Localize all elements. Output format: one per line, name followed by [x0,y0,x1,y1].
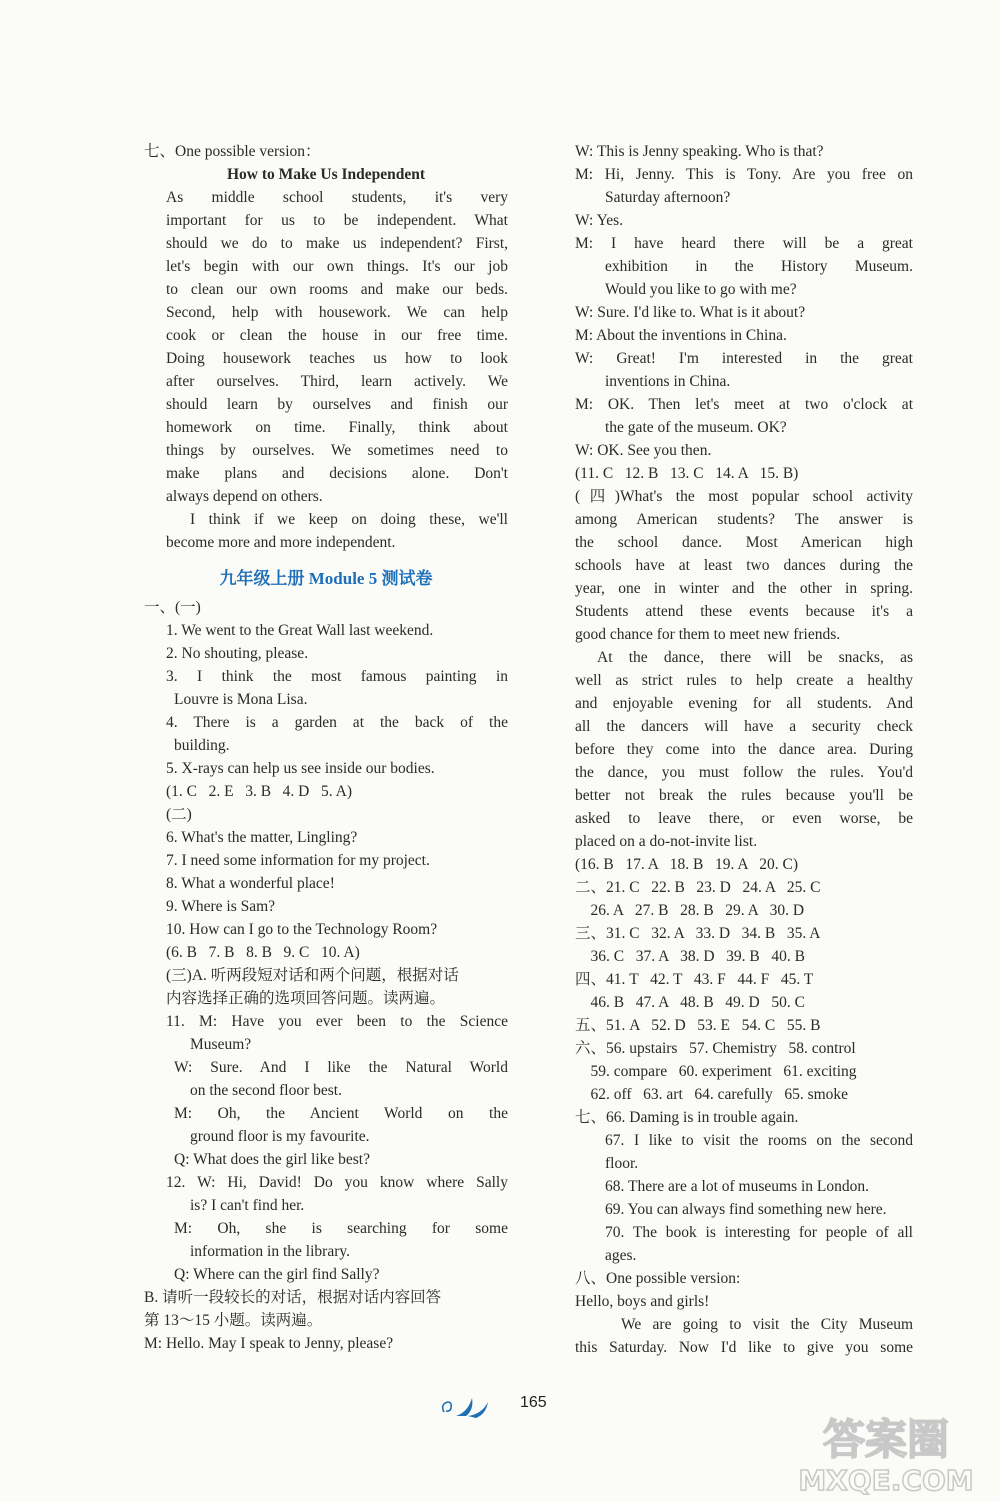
text-line: well as strict rules to help create a healthy [575,672,913,689]
text-line: 三、31. C 32. A 33. D 34. B 35. A [575,925,821,942]
text-line: 69. You can always find something new here. [605,1201,887,1218]
watermark-logo [786,1410,986,1496]
text-line: year, one in winter and the other in spring. [575,580,913,597]
text-line: As middle school students, it's very [166,189,508,206]
text-line: 六、56. upstairs 57. Chemistry 58. control [575,1040,856,1057]
text-line: W: OK. See you then. [575,442,712,459]
text-line: let's begin with our own things. It's our job [166,258,508,275]
text-line: M: Hello. May I speak to Jenny, please? [144,1335,394,1352]
text-line: (三)A. 听两段短对话和两个问题，根据对话 [166,967,459,984]
text-line: (二) [166,806,192,823]
text-line: make plans and decisions alone. Don't [166,465,508,482]
text-line: We are going to visit the City Museum [621,1316,913,1333]
text-line: things by ourselves. We sometimes need to [166,442,508,459]
text-line: Hello, boys and girls! [575,1293,710,1310]
text-line: should we do to make us independent? First, [166,235,508,252]
text-line: Saturday afternoon? [605,189,731,206]
text-line: 9. Where is Sam? [166,898,276,915]
text-line: Q: What does the girl like best? [174,1151,370,1168]
text-line: How to Make Us Independent [226,166,426,183]
text-line: 七、One possible version： [144,143,321,160]
text-line: the dance, you must follow the rules. You'd [575,764,913,781]
text-line: Q: Where can the girl find Sally? [174,1266,380,1283]
text-line: Second, help with housework. We can help [166,304,508,321]
watermark-text-2: MXQE.COM [798,1464,974,1496]
text-line: (6. B 7. B 8. B 9. C 10. A) [166,944,360,961]
text-line: good chance for them to meet new friends. [575,626,841,643]
text-line: 二、21. C 22. B 23. D 24. A 25. C [575,879,821,896]
text-line: 46. B 47. A 48. B 49. D 50. C [575,994,805,1011]
answers-block-left [144,596,508,1355]
text-line: schools have at least two dances during the [575,557,913,574]
answers-block-right [575,140,913,1359]
text-line: important for us to be independent. What [166,212,508,229]
text-line: homework on time. Finally, think about [166,419,508,436]
text-line: (1. C 2. E 3. B 4. D 5. A) [166,783,352,800]
text-line: to clean our own rooms and make our beds. [166,281,508,298]
text-line: become more and more independent. [166,534,396,551]
decorative-leaf-icon [438,1390,498,1420]
text-line: this Saturday. Now I'd like to give you some [575,1339,913,1356]
text-line: floor. [605,1155,639,1172]
text-line: M: About the inventions in China. [575,327,787,344]
text-line: 10. How can I go to the Technology Room? [166,921,438,938]
text-line: exhibition in the History Museum. [605,258,913,275]
text-line: M: Oh, the Ancient World on the [174,1105,508,1122]
text-line: the school dance. Most American high [575,534,913,551]
text-line: W: Sure. And I like the Natural World [174,1059,508,1076]
text-line: 内容选择正确的选项回答问题。读两遍。 [166,990,446,1007]
essay-block [144,140,508,554]
text-line: 62. off 63. art 64. carefully 65. smoke [575,1086,849,1103]
text-line: Louvre is Mona Lisa. [174,691,308,708]
text-line: M: Hi, Jenny. This is Tony. Are you free on [575,166,913,183]
text-line: Would you like to go with me? [605,281,797,298]
text-line: always depend on others. [166,488,323,505]
text-line: after ourselves. Third, learn actively. We [166,373,508,390]
text-line: information in the library. [190,1243,350,1260]
text-line: W: Yes. [575,212,624,229]
right-column [575,140,913,1359]
text-line: is? I can't find her. [190,1197,305,1214]
text-line: 七、66. Daming is in trouble again. [575,1109,799,1126]
text-line: 1. We went to the Great Wall last weekend. [166,622,434,639]
text-line: should learn by ourselves and finish our [166,396,508,413]
text-line: (16. B 17. A 18. B 19. A 20. C) [575,856,799,873]
text-line: better not break the rules because you'll be [575,787,913,804]
text-line: At the dance, there will be snacks, as [597,649,913,666]
text-line: and enjoyable evening for all students. And [575,695,913,712]
text-line: Museum? [190,1036,252,1053]
text-line: M: Oh, she is searching for some [174,1220,508,1237]
text-line: W: Great! I'm interested in the great [575,350,913,367]
page-number: 165 [520,1394,547,1411]
text-line: Students attend these events because it's a [575,603,913,620]
text-line: 2. No shouting, please. [166,645,309,662]
text-line: 67. I like to visit the rooms on the second [605,1132,913,1149]
text-line: cook or clean the house in our free time. [166,327,508,344]
text-line: 7. I need some information for my project. [166,852,430,869]
watermark-text-1: 答案圈 [822,1415,950,1464]
text-line: 5. X-rays can help us see inside our bodies. [166,760,435,777]
text-line: 一、(一) [144,599,201,616]
text-line: inventions in China. [605,373,731,390]
text-line: before they come into the dance area. During [575,741,913,758]
section-title: 九年级上册 Module 5 测试卷 [219,569,433,588]
text-line: Doing housework teaches us how to look [166,350,508,367]
text-line: building. [174,737,230,754]
text-line: 6. What's the matter, Lingling? [166,829,358,846]
text-line: I think if we keep on doing these, we'll [190,511,508,528]
text-line: 68. There are a lot of museums in London. [605,1178,870,1195]
text-line: 第 13～15 小题。读两遍。 [144,1312,323,1329]
text-line: 11. M: Have you ever been to the Science [166,1013,508,1030]
text-line: M: I have heard there will be a great [575,235,913,252]
text-line: 四、41. T 42. T 43. F 44. F 45. T [575,971,814,988]
text-line: 36. C 37. A 38. D 39. B 40. B [575,948,805,965]
text-line: on the second floor best. [190,1082,342,1099]
text-line: (11. C 12. B 13. C 14. A 15. B) [575,465,799,482]
text-line: W: Sure. I'd like to. What is it about? [575,304,806,321]
text-line: W: This is Jenny speaking. Who is that? [575,143,824,160]
text-line: asked to leave there, or even worse, be [575,810,913,827]
text-line: 五、51. A 52. D 53. E 54. C 55. B [575,1017,821,1034]
text-line: the gate of the museum. OK? [605,419,787,436]
text-line: 12. W: Hi, David! Do you know where Sally [166,1174,508,1191]
text-line: among American students? The answer is [575,511,913,528]
text-line: all the dancers will have a security check [575,718,913,735]
text-line: 8. What a wonderful place! [166,875,335,892]
text-line: ages. [605,1247,637,1264]
text-line: ground floor is my favourite. [190,1128,370,1145]
text-line: 26. A 27. B 28. B 29. A 30. D [575,902,805,919]
text-line: 3. I think the most famous painting in [166,668,508,685]
text-line: placed on a do-not-invite list. [575,833,758,850]
text-line: 4. There is a garden at the back of the [166,714,508,731]
left-column [144,140,508,1355]
text-line: 59. compare 60. experiment 61. exciting [575,1063,857,1080]
text-line: 70. The book is interesting for people of all [605,1224,913,1241]
text-line: (四)What's the most popular school activity [575,488,913,505]
text-line: B. 请听一段较长的对话，根据对话内容回答 [144,1289,442,1306]
text-line: 八、One possible version: [575,1270,741,1287]
text-line: M: OK. Then let's meet at two o'clock at [575,396,913,413]
